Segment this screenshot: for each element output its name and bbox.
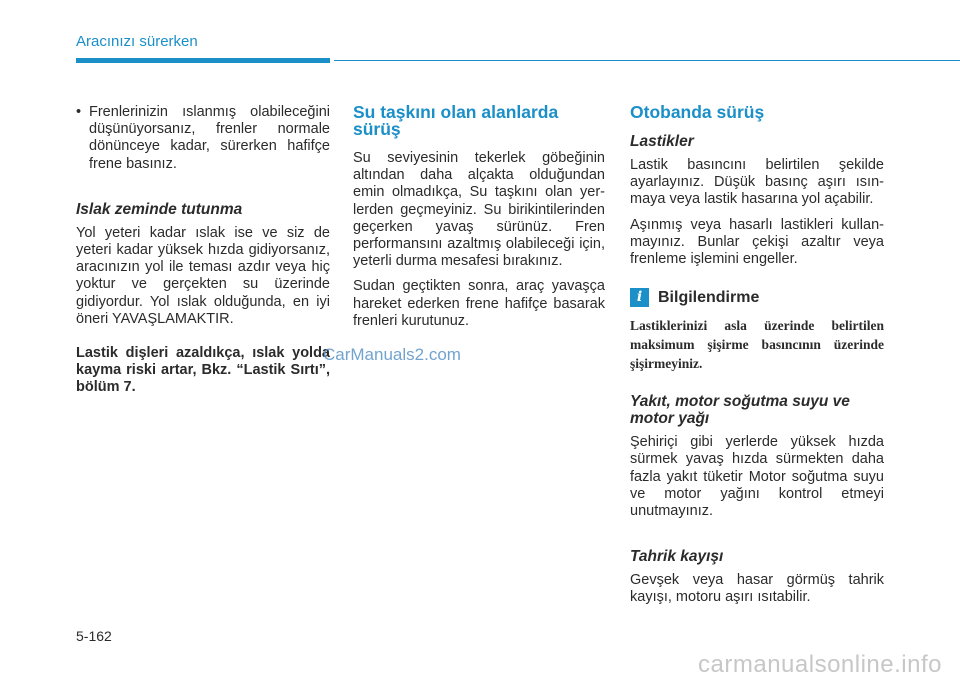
info-icon: i: [630, 288, 649, 307]
column-2: [353, 104, 605, 338]
flood-heading: Su taşkını olan alanlarda sürüş: [353, 102, 559, 139]
bullet-text: Frenlerinizin ıslanmış olabileceğini düşünüyorsanız, frenler normale dönünceye kadar, sürerken hafifçe frene basınız.: [89, 104, 330, 172]
drive-belt-text: Gevşek veya hasar görmüş tahrik kayışı, motoru aşırı ısıtabilir.: [630, 572, 884, 606]
tires-text-1: Lastik basıncını belirtilen şekilde ayarlayınız. Düşük basınç aşırı ısınmaya veya lastik hasarına yol açabilir.: [630, 157, 884, 208]
info-title: Bilgilendirme: [658, 289, 760, 307]
section-title: Aracınızı sürerken: [76, 33, 198, 50]
drive-belt-heading: Tahrik kayışı: [630, 548, 724, 566]
column-1: [76, 104, 330, 397]
info-header: [630, 288, 884, 307]
page-number: 5-162: [76, 628, 112, 644]
header-rule-thick: [76, 58, 330, 63]
footer-watermark: carmanualsonline.info: [698, 651, 942, 678]
wet-traction-text: Yol yeteri kadar ıslak ise ve siz de yeteri kadar yüksek hızda gidiyorsanız, aracınızın yol ile teması azdır veya hiç yoktur ve gerçekten su üzerinde gidiyordur. Yol ıslak olduğunda, en iyi öneri YAVAŞLAMAKTIR.: [76, 224, 330, 327]
fluids-heading: Yakıt, motor soğutma suyu ve motor yağı: [630, 393, 850, 428]
flood-text-1: Su seviyesinin tekerlek göbeğinin altından daha alçakta olduğundan emin olmadıkça, Su taşkını olan yerlerden geçmeyiniz. Su birikintilerinden geçerken yavaş sürünüz. Fren performansını azaltmış olabileceği için, yeterli durma mesafesi bırakınız.: [353, 150, 605, 270]
watermark: CarManuals2.com: [323, 345, 461, 364]
highway-heading: Otobanda sürüş: [630, 102, 765, 122]
fluids-text: Şehiriçi gibi yerlerde yüksek hızda sürmek yavaş hızda sürmekten daha fazla yakıt tüketir Motor soğutma suyu ve motor yağını kontrol etmeyi unutmayınız.: [630, 434, 884, 520]
flood-text-2: Sudan geçtikten sonra, araç yavaşça hareket ederken frene hafifçe basarak frenleri kurutunuz.: [353, 278, 605, 329]
header-rule-thin: [334, 60, 960, 61]
tires-text-2: Aşınmış veya hasarlı lastikleri kullanmayınız. Bunlar çekişi azaltır veya frenleme işlemini engeller.: [630, 216, 884, 268]
list-item: [76, 104, 330, 173]
column-3: [630, 104, 884, 615]
tires-heading: Lastikler: [630, 133, 694, 150]
tread-warning-text: Lastik dişleri azaldıkça, ıslak yolda kayma riski artar, Bkz. “Lastik Sırtı”, bölüm 7.: [76, 345, 330, 396]
bullet-dot-icon: •: [76, 104, 82, 120]
wet-traction-heading: Islak zeminde tutunma: [76, 200, 243, 218]
info-text: Lastiklerinizi asla üzerinde belirtilen maksimum şişirme basıncının üzerinde şişirmeyiniz.: [630, 318, 884, 372]
